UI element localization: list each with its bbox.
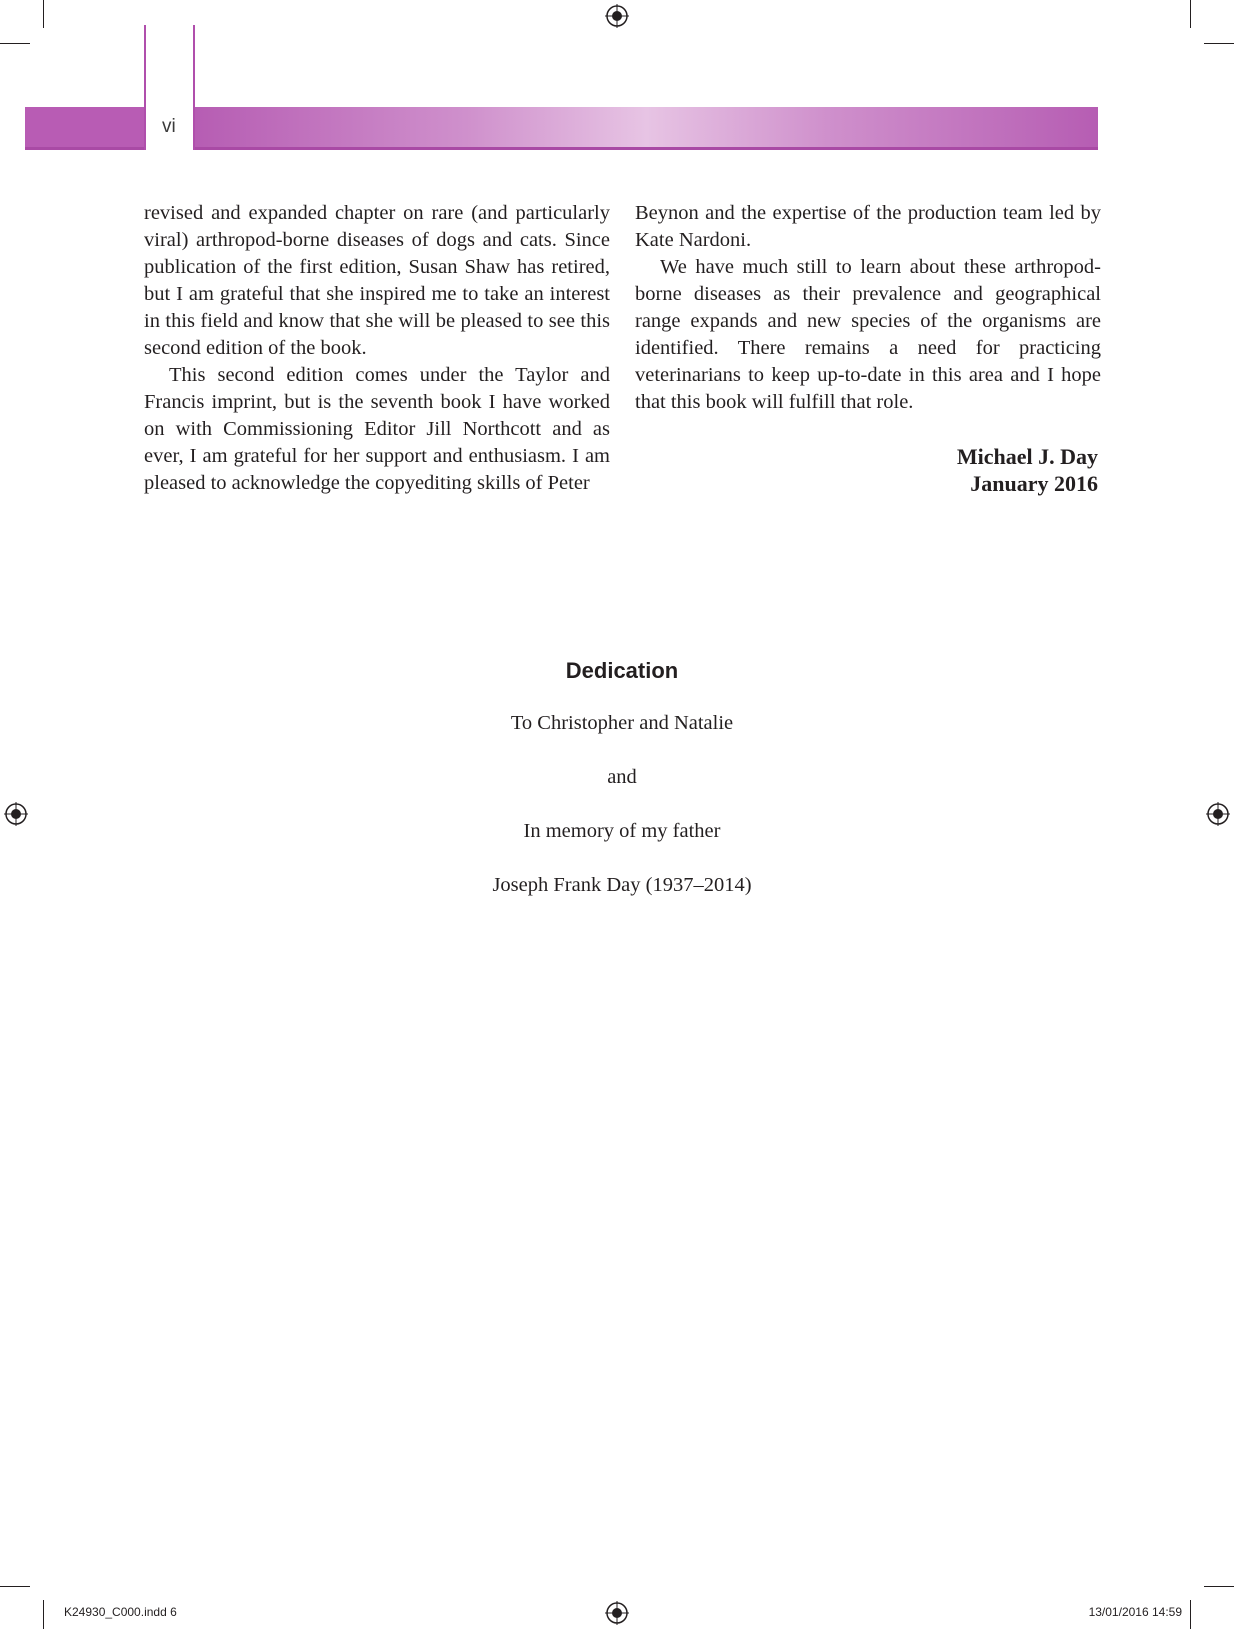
crop-mark — [0, 1586, 30, 1587]
header-band-right — [195, 107, 1098, 150]
dedication-line: and — [607, 766, 637, 788]
registration-mark-icon — [605, 1601, 629, 1625]
crop-mark — [1204, 43, 1234, 44]
paragraph: We have much still to learn about these arthropod-borne diseases as their prevalence and geographical range expands and new species of the organisms are identified. There remains a need for practicing veterinarians to keep up-to-date in this area and I hope that this book will fulfill that role. — [635, 256, 1101, 413]
header-band-left — [25, 107, 145, 150]
crop-mark — [0, 43, 30, 44]
page-number: vi — [162, 116, 176, 137]
dedication-line: Joseph Frank Day (1937–2014) — [492, 874, 752, 896]
dedication-line: To Christopher and Natalie — [510, 712, 734, 734]
text-column-right — [635, 200, 1101, 416]
crop-mark — [43, 1600, 44, 1629]
crop-mark — [43, 0, 44, 28]
header-divider-line — [193, 25, 195, 150]
footer-filename: K24930_C000.indd 6 — [64, 1605, 177, 1619]
paragraph: revised and expanded chapter on rare (and particularly viral) arthropod-borne diseases of dogs and cats. Since publication of the first edition, Susan Shaw has retired, but I am grateful that she inspired me to take an interest in this field and know that she will be pleased to see this second edition of the book. — [144, 202, 610, 359]
paragraph: This second edition comes under the Taylor and Francis imprint, but is the seventh book I have worked on with Commissioning Editor Jill Northcott and as ever, I am grateful for her support and enthusiasm. I am pleased to acknowledge the copyediting skills of Peter — [144, 364, 610, 494]
crop-mark — [1190, 0, 1191, 28]
crop-mark — [1204, 1586, 1234, 1587]
paragraph: Beynon and the expertise of the production team led by Kate Nardoni. — [635, 202, 1101, 251]
footer-timestamp: 13/01/2016 14:59 — [1088, 1605, 1182, 1619]
crop-mark — [1190, 1600, 1191, 1629]
author-signature — [957, 443, 1098, 497]
dedication-title: Dedication — [565, 658, 679, 683]
signature-date: January 2016 — [970, 471, 1098, 496]
author-name: Michael J. Day — [956, 444, 1098, 469]
dedication-section — [0, 658, 1234, 896]
dedication-line: In memory of my father — [523, 820, 721, 842]
registration-mark-icon — [605, 4, 629, 28]
text-column-left — [144, 200, 610, 497]
header-divider-line — [144, 25, 146, 150]
